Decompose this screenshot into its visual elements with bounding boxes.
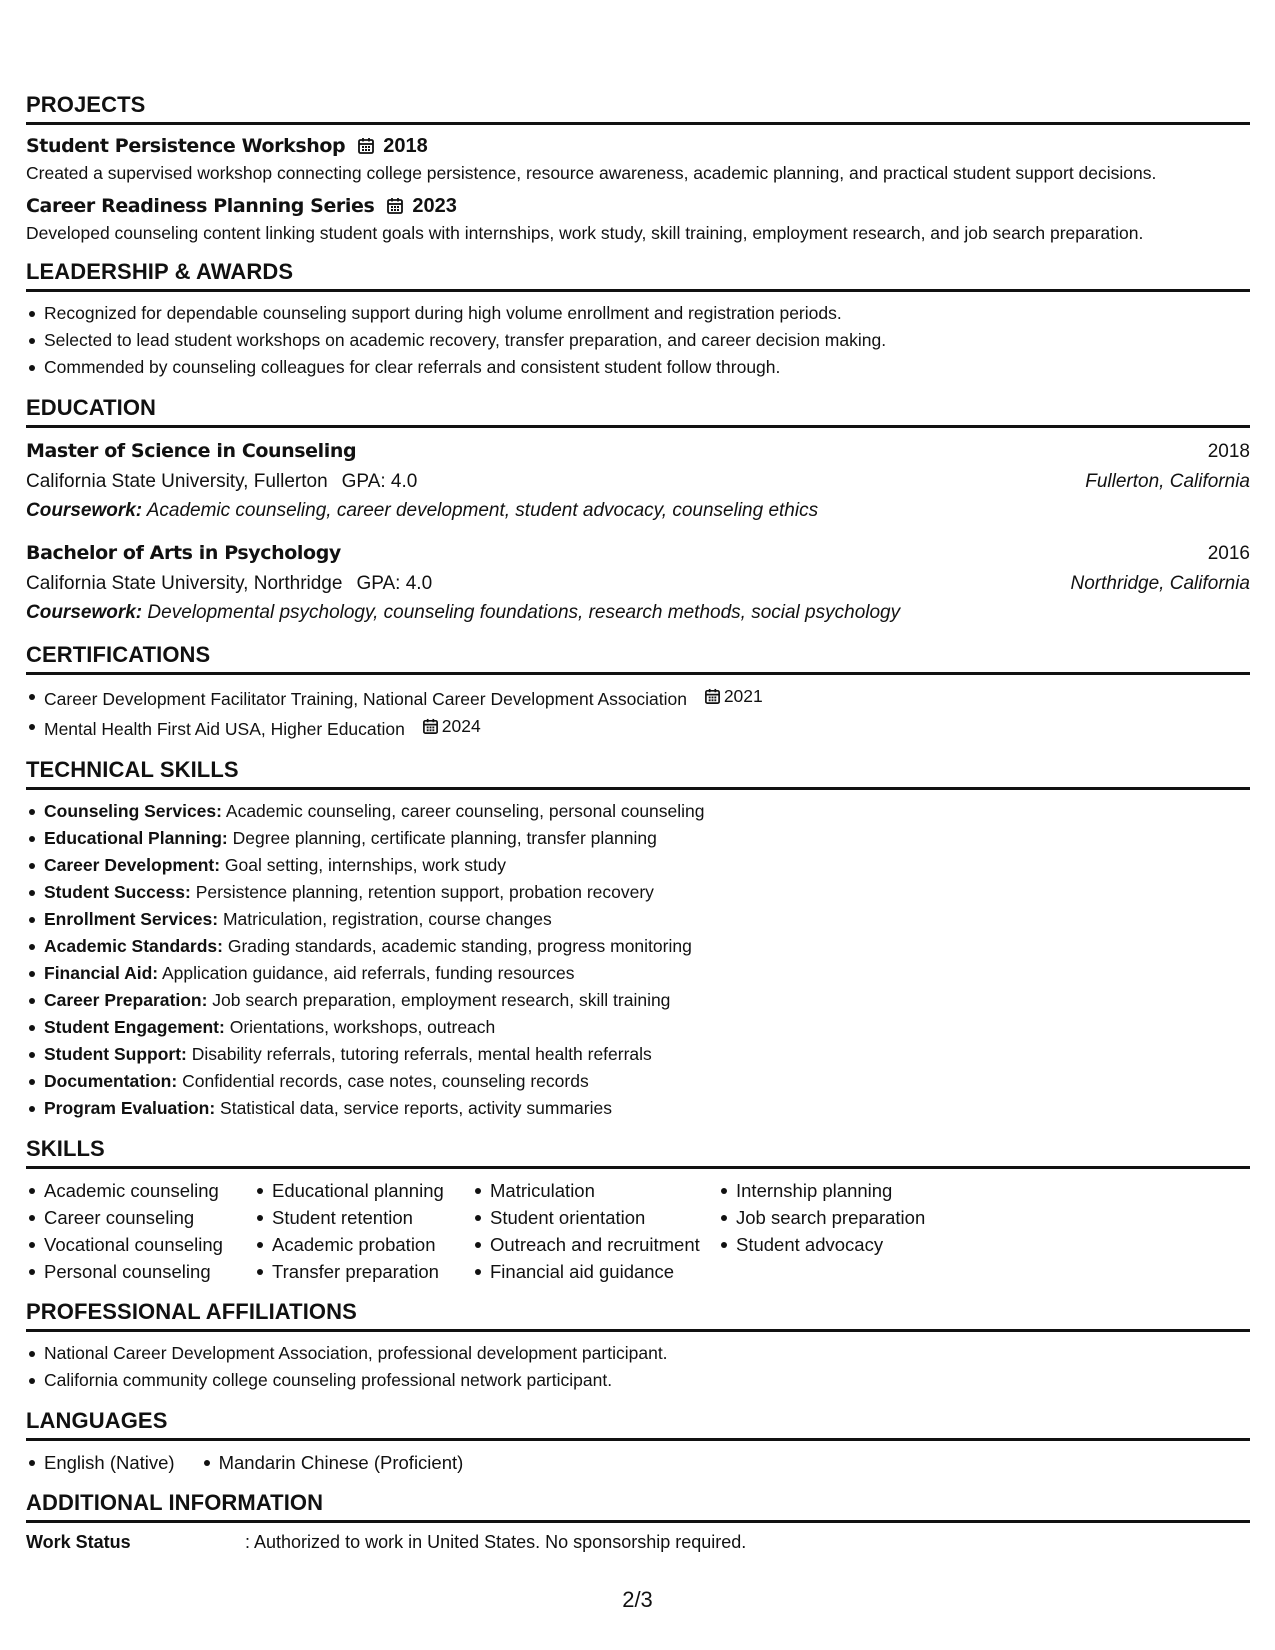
skill-item: Student retention xyxy=(272,1204,472,1231)
section-title: PROFESSIONAL AFFILIATIONS xyxy=(26,1299,1250,1332)
skill-values: Degree planning, certificate planning, transfer planning xyxy=(232,828,657,848)
project-item xyxy=(26,133,1250,185)
project-name: Student Persistence Workshop xyxy=(26,135,346,157)
skill-values: Academic counseling, career counseling, personal counseling xyxy=(225,801,705,821)
section-title: LEADERSHIP & AWARDS xyxy=(26,259,1250,292)
skill-category: Student Engagement: xyxy=(44,1017,225,1037)
section-title: SKILLS xyxy=(26,1136,1250,1169)
calendar-icon xyxy=(704,688,721,705)
skill-item: Vocational counseling xyxy=(44,1231,254,1258)
list-item xyxy=(44,933,1250,960)
coursework: Academic counseling, career development, student advocacy, counseling ethics xyxy=(146,500,819,521)
gpa: GPA: 4.0 xyxy=(356,573,433,594)
section-title: EDUCATION xyxy=(26,395,1250,428)
section-title: PROJECTS xyxy=(26,92,1250,125)
gpa: GPA: 4.0 xyxy=(341,471,418,492)
affiliations-section xyxy=(26,1299,1250,1394)
skill-item: Matriculation xyxy=(490,1177,718,1204)
page-number: 2/3 xyxy=(622,1587,653,1612)
section-title: CERTIFICATIONS xyxy=(26,642,1250,675)
project-description: Developed counseling content linking student goals with internships, work study, skill training, employment research, and job search preparation. xyxy=(26,223,1144,243)
section-title: ADDITIONAL INFORMATION xyxy=(26,1490,1250,1523)
skill-category: Academic Standards: xyxy=(44,936,223,956)
list-item xyxy=(44,1041,1250,1068)
list-item xyxy=(44,960,1250,987)
skill-item: Career counseling xyxy=(44,1204,254,1231)
school-name: California State University, Northridge xyxy=(26,573,343,594)
work-status-value: : Authorized to work in United States. No sponsorship required. xyxy=(245,1532,747,1552)
skill-category: Career Preparation: xyxy=(44,990,208,1010)
school-name: California State University, Fullerton xyxy=(26,471,328,492)
education-section xyxy=(26,395,1250,628)
list-item: California community college counseling professional network participant. xyxy=(44,1367,1250,1394)
project-year: 2023 xyxy=(412,195,457,217)
skill-category: Program Evaluation: xyxy=(44,1098,216,1118)
list-item: Commended by counseling colleagues for clear referrals and consistent student follow through. xyxy=(44,354,1250,381)
skill-item: Academic counseling xyxy=(44,1177,254,1204)
skill-values: Matriculation, registration, course changes xyxy=(222,909,552,929)
skill-values: Application guidance, aid referrals, funding resources xyxy=(162,963,575,983)
education-item xyxy=(26,436,1250,526)
certifications-section xyxy=(26,642,1250,743)
language-item: Mandarin Chinese (Proficient) xyxy=(219,1449,464,1476)
certification-name: Career Development Facilitator Training, National Career Development Association xyxy=(44,689,687,709)
skill-values: Confidential records, case notes, counseling records xyxy=(182,1071,589,1091)
school-location: Fullerton, California xyxy=(1085,471,1250,492)
skill-item: Job search preparation xyxy=(736,1204,976,1231)
skill-values: Persistence planning, retention support, probation recovery xyxy=(195,882,654,902)
skill-item: Student orientation xyxy=(490,1204,718,1231)
list-item xyxy=(44,1068,1250,1095)
leadership-section xyxy=(26,259,1250,381)
list-item xyxy=(44,683,1250,713)
skills-section xyxy=(26,1136,1250,1285)
list-item: National Career Development Association, professional development participant. xyxy=(44,1340,1250,1367)
skill-item: Outreach and recruitment xyxy=(490,1231,718,1258)
technical-skills-section xyxy=(26,757,1250,1122)
skill-values: Disability referrals, tutoring referrals, mental health referrals xyxy=(191,1044,652,1064)
coursework-label: Coursework: xyxy=(26,500,143,521)
projects-section xyxy=(26,92,1250,245)
skill-item: Financial aid guidance xyxy=(490,1258,718,1285)
list-item xyxy=(44,1095,1250,1122)
list-item xyxy=(44,1014,1250,1041)
certification-year: 2024 xyxy=(441,716,481,736)
calendar-icon xyxy=(422,718,439,735)
skill-category: Student Support: xyxy=(44,1044,187,1064)
skill-category: Enrollment Services: xyxy=(44,909,219,929)
certification-name: Mental Health First Aid USA, Higher Education xyxy=(44,719,405,739)
project-item xyxy=(26,193,1250,245)
calendar-icon xyxy=(386,197,404,215)
skill-item: Transfer preparation xyxy=(272,1258,472,1285)
school-location: Northridge, California xyxy=(1070,573,1250,594)
list-item xyxy=(44,906,1250,933)
list-item xyxy=(44,713,1250,743)
project-description: Created a supervised workshop connecting college persistence, resource awareness, academic planning, and practical student support decisions. xyxy=(26,163,1157,183)
graduation-year: 2016 xyxy=(1207,543,1250,564)
graduation-year: 2018 xyxy=(1207,441,1250,462)
list-item xyxy=(44,825,1250,852)
skill-category: Career Development: xyxy=(44,855,221,875)
language-item: English (Native) xyxy=(44,1449,175,1476)
skill-values: Orientations, workshops, outreach xyxy=(229,1017,496,1037)
list-item: Selected to lead student workshops on academic recovery, transfer preparation, and career decision making. xyxy=(44,327,1250,354)
project-name: Career Readiness Planning Series xyxy=(26,195,375,217)
skill-item: Student advocacy xyxy=(736,1231,976,1258)
list-item xyxy=(44,798,1250,825)
skill-values: Grading standards, academic standing, progress monitoring xyxy=(227,936,692,956)
languages-section xyxy=(26,1408,1250,1476)
work-status-label: Work Status xyxy=(26,1532,131,1552)
coursework: Developmental psychology, counseling foundations, research methods, social psychology xyxy=(147,602,901,623)
section-title: TECHNICAL SKILLS xyxy=(26,757,1250,790)
calendar-icon xyxy=(357,137,375,155)
skill-values: Job search preparation, employment research, skill training xyxy=(212,990,671,1010)
skill-item: Internship planning xyxy=(736,1177,976,1204)
skill-item: Academic probation xyxy=(272,1231,472,1258)
certification-year: 2021 xyxy=(723,686,763,706)
degree: Master of Science in Counseling xyxy=(26,440,357,462)
list-item xyxy=(44,852,1250,879)
skill-item: Personal counseling xyxy=(44,1258,254,1285)
degree: Bachelor of Arts in Psychology xyxy=(26,542,341,564)
skill-category: Counseling Services: xyxy=(44,801,222,821)
list-item xyxy=(44,879,1250,906)
project-year: 2018 xyxy=(383,135,428,157)
resume-page xyxy=(26,92,1250,1569)
skill-category: Documentation: xyxy=(44,1071,178,1091)
list-item xyxy=(44,987,1250,1014)
skill-category: Financial Aid: xyxy=(44,963,159,983)
skill-values: Statistical data, service reports, activity summaries xyxy=(220,1098,612,1118)
education-item xyxy=(26,538,1250,628)
skill-category: Student Success: xyxy=(44,882,191,902)
coursework-label: Coursework: xyxy=(26,602,143,623)
section-title: LANGUAGES xyxy=(26,1408,1250,1441)
skill-item: Educational planning xyxy=(272,1177,472,1204)
skill-values: Goal setting, internships, work study xyxy=(224,855,507,875)
skill-category: Educational Planning: xyxy=(44,828,228,848)
list-item: Recognized for dependable counseling support during high volume enrollment and registration periods. xyxy=(44,300,1250,327)
additional-info-section xyxy=(26,1490,1250,1555)
